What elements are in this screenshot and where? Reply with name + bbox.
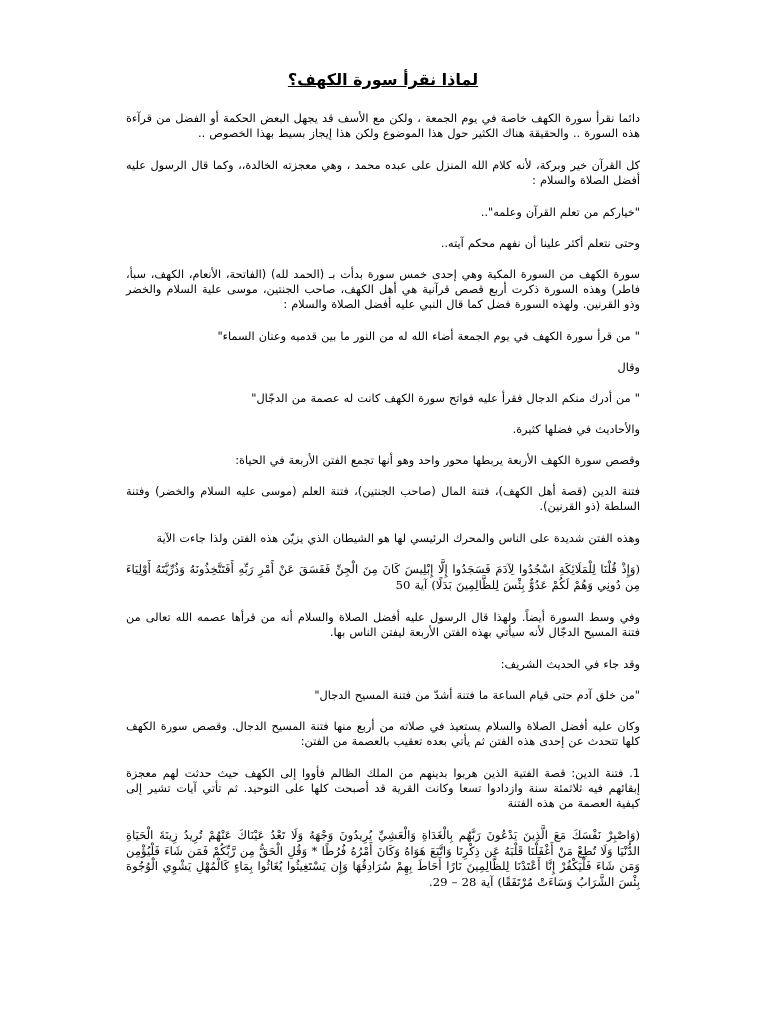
intro-paragraph: دائما نقرأ سورة الكهف خاصة في يوم الجمعة ، ولكن مع الأسف قد يجهل البعض الحكمة أو الفضل من قرآءة هذه السورة .. والحقيقة هناك الكثير حول هذا الموضوع ولكن هذا إيجاز بسيط بهذا الخصوص .. (126, 112, 640, 140)
satan-trials-paragraph: وهذه الفتن شديدة على الناس والمحرك الرئيسي لها هو الشيطان الذي يزيّن هذه الفتن ولذا جاءت الآية (156, 532, 640, 545)
learn-verses-paragraph: وحتى نتعلم أكثر علينا أن نفهم محكم آيته.. (440, 237, 640, 250)
quran-blessing-paragraph: كل القرآن خير وبركة، لأنه كلام الله المنزل على عبده محمد ، وهي معجزته الخالدة،، وكما قال الرسول عليه أفضل الصلاة والسلام : (126, 159, 640, 187)
document-title: لماذا نقرأ سورة الكهف؟ (287, 70, 479, 89)
prophet-seeking-refuge-paragraph: وكان عليه أفضل الصلاة والسلام يستعيذ في صلاته من أربع منها فتنة المسيح الدجال. وقصص سورة الكهف كلها تتحدث عن إحدى هذه الفتن ثم يأتي بعده تعقيب بالعصمة من الفتن: (126, 720, 640, 748)
hadith-best-of-you: "خياركم من تعلم القرآن وعلمه".. (480, 206, 640, 219)
four-trials-intro: وقصص سورة الكهف الأربعة يربطها محور واحد وهو أنها تجمع الفتن الأربعة في الحياة: (235, 454, 640, 467)
middle-surah-paragraph: وفي وسط السورة أيضاً. ولهذا قال الرسول عليه أفضل الصلاة والسلام أنه من قرأها عصمه الله تعالى من فتنة المسيح الدجّال لأنه سيأتي بهذه الفتن الأربعة ليفتن الناس بها. (126, 611, 640, 639)
verse-50-quote: (وَإِذْ قُلْنَا لِلْمَلَائِكَةِ اسْجُدُوا لِآدَمَ فَسَجَدُوا إِلَّا إِبْلِيسَ كَانَ مِنَ الْجِنِّ فَفَسَقَ عَنْ أَمْرِ رَبِّهِ أَفَتَتَّخِذُونَهُ وَذُرِّيَّتَهُ أَوْلِيَاءَ مِن دُونِي وَهُمْ لَكُمْ عَدُوٌّ بِئْسَ لِلظَّالِمِينَ بَدَلًا) آية 50 (126, 562, 640, 592)
surah-overview-paragraph: سورة الكهف من السورة المكية وهي إحدى خمس سورة بدأت بـ (الحمد لله) (الفاتحة، الأنعام، الكهف، سبأ، فاطر) وهذه السورة ذكرت أربع قصص قرآنية هي أهل الكهف، صاحب الجنتين، موسى علية السلام والخضر وذو القرنين. ولهذه السورة فضل كما قال النبي عليه أفضل الصلاة والسلام : (126, 268, 640, 311)
four-trials-list: فتنة الدين (قصة أهل الكهف)، فتنة المال (صاحب الجنتين)، فتنة العلم (موسى عليه السلام والخضر) وفتنة السلطة (ذو القرنين). (126, 485, 640, 513)
hadith-greatest-trial: "من خلق آدم حتى قيام الساعة ما فتنة أشدّ من فتنة المسيح الدجال" (314, 689, 640, 702)
trial-of-religion-paragraph: 1. فتنة الدين: قصة الفتية الذين هربوا بدينهم من الملك الظالم فأووا إلى الكهف حيث حدثت لهم معجزة إبقائهم فيه ثلاثمئة سنة وازدادوا تسعا وكانت القرية قد أصبحت كلها على التوحيد. ثم تأتي آيات تشير إلى كيفية العصمة من هذه الفتنة (126, 767, 640, 810)
verse-28-29-quote: (وَاصْبِرْ نَفْسَكَ مَعَ الَّذِينَ يَدْعُونَ رَبَّهُم بِالْغَدَاةِ وَالْعَشِيِّ يُرِيدُونَ وَجْهَهُ وَلَا تَعْدُ عَيْنَاكَ عَنْهُمْ تُرِيدُ زِينَةَ الْحَيَاةِ الدُّنْيَا وَلَا تُطِعْ مَنْ أَغْفَلْنَا قَلْبَهُ عَن ذِكْرِنَا وَاتَّبَعَ هَوَاهُ وَكَانَ أَمْرُهُ فُرُطًا * وَقُلِ الْحَقُّ مِن رَّبِّكُمْ فَمَن شَاءَ فَلْيُؤْمِن وَمَن شَاءَ فَلْيَكْفُرْ إِنَّا أَعْتَدْنَا لِلظَّالِمِينَ نَارًا أَحَاطَ بِهِمْ سُرَادِقُهَا وَإِن يَسْتَغِيثُوا يُغَاثُوا بِمَاءٍ كَالْمُهْلِ يَشْوِي الْوُجُوهَ بِئْسَ الشَّرَابُ وَسَاءَتْ مُرْتَفَقًا) آية 28 – 29. (126, 828, 640, 889)
hadith-intro-line: وقد جاء في الحديث الشريف: (500, 658, 640, 671)
hadith-dajjal-protection: " من أدرك منكم الدجال فقرأ عليه فواتح سورة الكهف كانت له عصمة من الدجّال" (251, 392, 640, 405)
many-hadiths-line: والأحاديث في فضلها كثيرة. (512, 423, 640, 436)
and-he-said-line: وقال (617, 361, 640, 374)
hadith-light-friday: " من قرأ سورة الكهف في يوم الجمعة أضاء الله له من النور ما بين قدميه وعنان السماء" (217, 330, 640, 343)
